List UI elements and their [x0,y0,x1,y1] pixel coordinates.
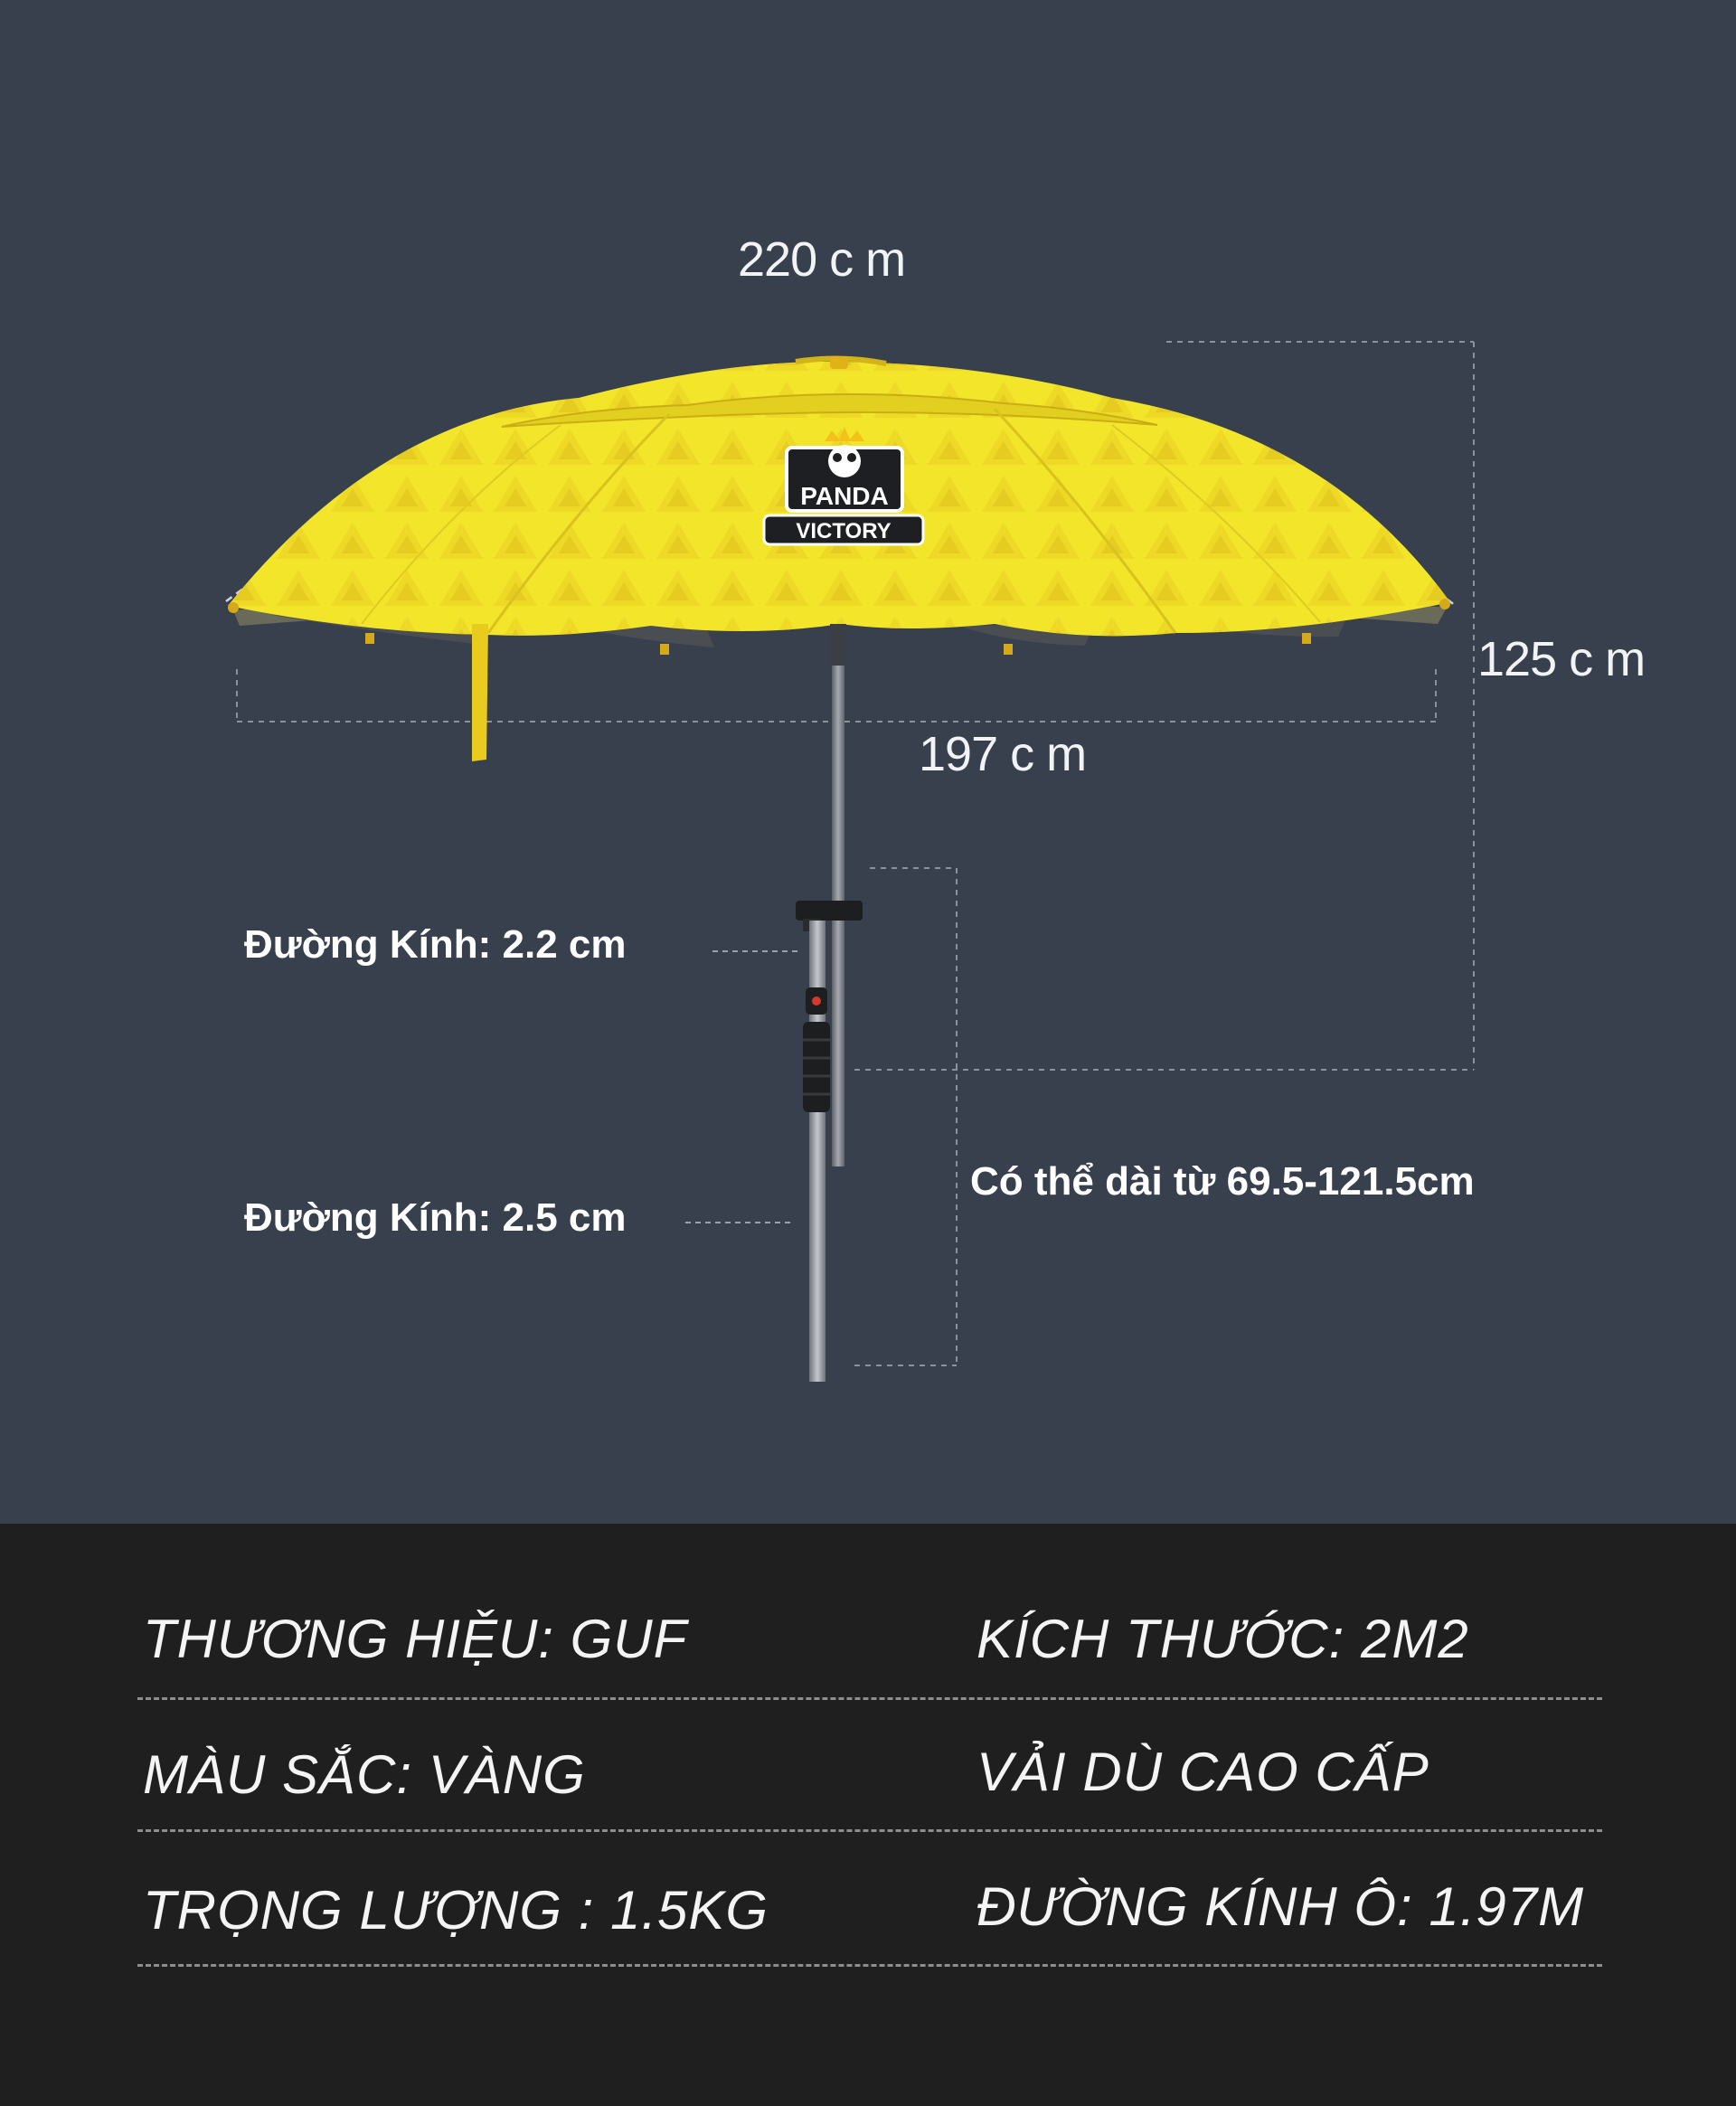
pole-top-diameter-label: Đường Kính: 2.2 cm [244,922,627,967]
spec-canopy-diameter: ĐƯỜNG KÍNH Ô: 1.97M [976,1876,1585,1937]
pole-clamp [796,901,863,921]
spec-divider-1 [137,1697,1602,1700]
logo-tagline-text: VICTORY [796,519,892,543]
upper-pole [832,624,844,1166]
spec-weight: TRỌNG LƯỢNG : 1.5KG [143,1880,769,1941]
spec-divider-3 [137,1964,1602,1967]
spec-divider-2 [137,1829,1602,1832]
canopy-strap [472,624,488,761]
arc-length-label: 220 c m [738,232,906,287]
height-label: 125 c m [1477,632,1646,686]
extendable-length-label: Có thể dài từ 69.5-121.5cm [970,1159,1475,1204]
diameter-label: 197 c m [919,727,1087,781]
spec-fabric: VẢI DÙ CAO CẤP [976,1742,1429,1802]
spec-brand: THƯƠNG HIỆU: GUF [143,1609,688,1669]
pole-grip [803,1022,830,1112]
logo-brand-text: PANDA [800,482,889,510]
spec-size: KÍCH THƯỚC: 2M2 [976,1609,1469,1669]
spec-color: MÀU SẮC: VÀNG [143,1744,586,1805]
pole-bottom-diameter-label: Đường Kính: 2.5 cm [244,1195,627,1240]
